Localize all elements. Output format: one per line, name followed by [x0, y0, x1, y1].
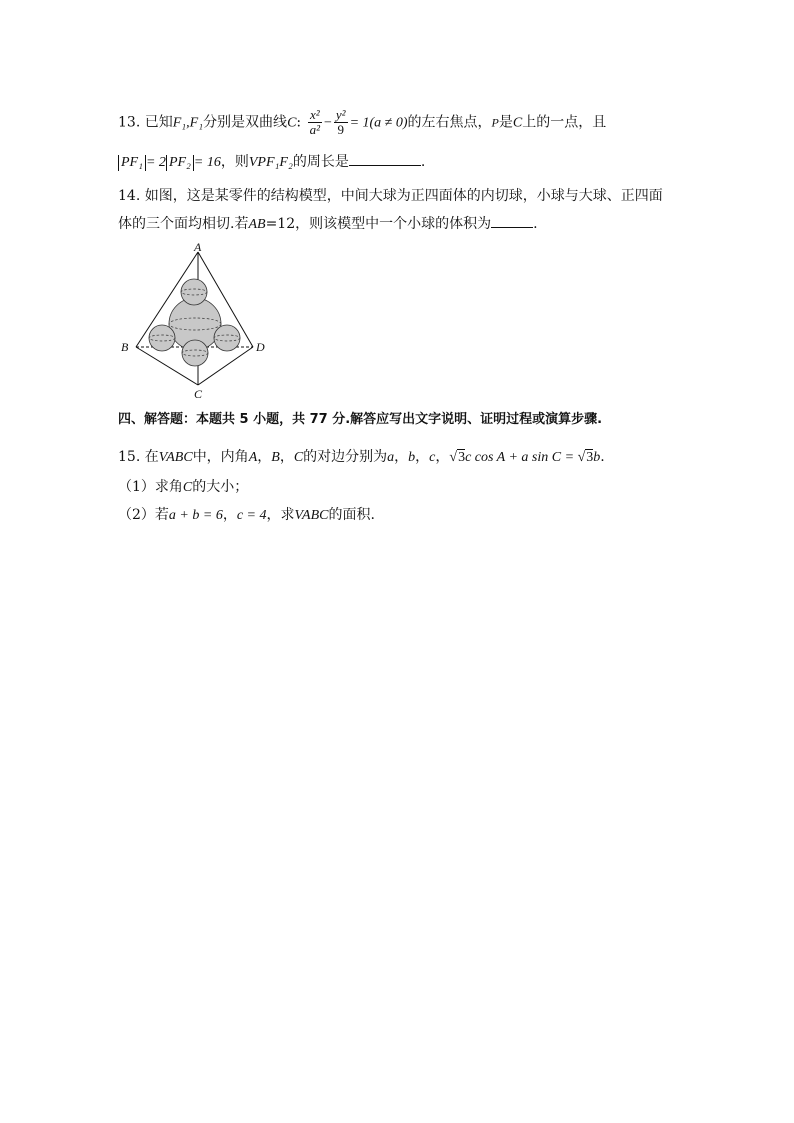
q13-answer-blank[interactable]	[349, 153, 421, 166]
q13-eq: = 16	[193, 155, 221, 170]
q15-sep: ，	[435, 449, 450, 465]
q14-line2	[118, 214, 538, 235]
q13-fraction-y: $\frac{\text{y²}}{9}$	[335, 107, 346, 137]
q13-curve: C	[287, 115, 297, 131]
q13-curve: C	[512, 115, 523, 131]
q15-triangle: VABC	[158, 450, 193, 465]
q13-text: 的周长是	[292, 154, 349, 170]
q15-eq-mid: c cos A + a sin C =	[465, 450, 575, 465]
q13-foci: F₁,F₁	[172, 115, 204, 131]
q13-abs-pf2: PF₂	[166, 155, 194, 171]
q14-line1	[118, 186, 663, 206]
q13-point: P	[491, 115, 499, 130]
q14-text: 如图，这是某零件的结构模型，中间大球为正四面体的内切球，小球与大球、正四面	[144, 188, 663, 204]
q15-sqrt-arg: 3	[586, 450, 594, 465]
q13-text: ，则	[220, 154, 249, 170]
q15-sep: ，	[279, 449, 294, 465]
q15-angle-c: C	[293, 450, 304, 465]
q13-number: 13.	[118, 114, 141, 131]
vertex-label-c: C	[194, 387, 203, 401]
q15-line1	[118, 447, 605, 468]
vertex-label-d: D	[256, 340, 265, 354]
q15-sep: ，	[222, 507, 237, 523]
q13-abs-pf1: PF₁	[118, 155, 146, 171]
q15-part2-eq2: c = 4	[236, 508, 267, 523]
tetrahedron-figure	[116, 240, 276, 402]
small-sphere-front	[182, 340, 208, 366]
q14-number: 14.	[118, 188, 141, 204]
q13-text: 已知	[144, 114, 173, 131]
q15-number: 15.	[118, 449, 141, 465]
q15-text: 的对边分别为	[303, 449, 388, 465]
q13-eq: = 2	[145, 155, 166, 170]
section-heading: 四、解答题：本题共 5 小题，共 77 分.解答应写出文字说明、证明过程或演算步骤.	[118, 412, 603, 427]
q15-period: .	[600, 449, 605, 465]
q15-side-a: a	[387, 450, 395, 465]
q13-text: 分别是双曲线	[203, 114, 288, 131]
q15-angle-b: B	[271, 450, 280, 465]
q15-sep: ，	[415, 449, 430, 465]
q15-part1-var: C	[182, 480, 193, 495]
q15-text: 在	[144, 449, 159, 465]
small-sphere-right	[214, 325, 240, 351]
q14-period: .	[533, 216, 538, 232]
q13-fraction-x: $\frac{\text{x²}}{\text{a²}}$	[309, 107, 320, 137]
q15-part2-end: 的面积.	[328, 507, 375, 523]
q15-eq-b: b	[593, 450, 601, 465]
q13-minus: −	[323, 115, 332, 131]
q15-part1-end: 的大小；	[192, 479, 249, 495]
q15-part2-text: ，求	[266, 507, 295, 523]
small-sphere-left	[149, 325, 175, 351]
q13-rhs: = 1(a ≠ 0)	[349, 115, 408, 131]
vertex-label-a: A	[194, 240, 202, 254]
q15-side-c: c	[429, 450, 436, 465]
q15-sep: ，	[394, 449, 409, 465]
q13-text: 上的一点，且	[522, 114, 607, 131]
q14-text: 体的三个面均相切.若	[118, 216, 249, 232]
q13-triangle: VPF₁F₂	[248, 155, 293, 170]
q15-text: 中，内角	[192, 449, 249, 465]
q13-line2	[118, 152, 425, 173]
q15-part2-eq1: a + b = 6	[168, 508, 223, 523]
q13-line1	[118, 108, 606, 137]
q13-text: 是	[498, 114, 513, 131]
q13-colon: :	[296, 114, 302, 131]
q15-part2-triangle: VABC	[294, 508, 329, 523]
q13-period: .	[420, 154, 426, 170]
vertex-label-b: B	[121, 340, 129, 354]
q15-equation: √3c cos A + a sin C = √3b	[449, 450, 601, 465]
q15-sep: ，	[257, 449, 272, 465]
q15-side-b: b	[408, 450, 416, 465]
q15-part2-text: （2）若	[118, 507, 169, 523]
q15-part2	[118, 505, 375, 526]
q14-ab: AB	[248, 217, 266, 232]
q15-part1	[118, 477, 248, 498]
q15-angle-a: A	[248, 450, 258, 465]
q15-part1-text: （1）求角	[118, 479, 183, 495]
q15-sqrt-arg: 3	[458, 450, 466, 465]
q13-text: 的左右焦点，	[407, 114, 492, 131]
small-sphere-top	[181, 279, 207, 305]
q14-answer-blank[interactable]	[491, 215, 533, 228]
q14-text: =12，则该模型中一个小球的体积为	[265, 216, 492, 232]
